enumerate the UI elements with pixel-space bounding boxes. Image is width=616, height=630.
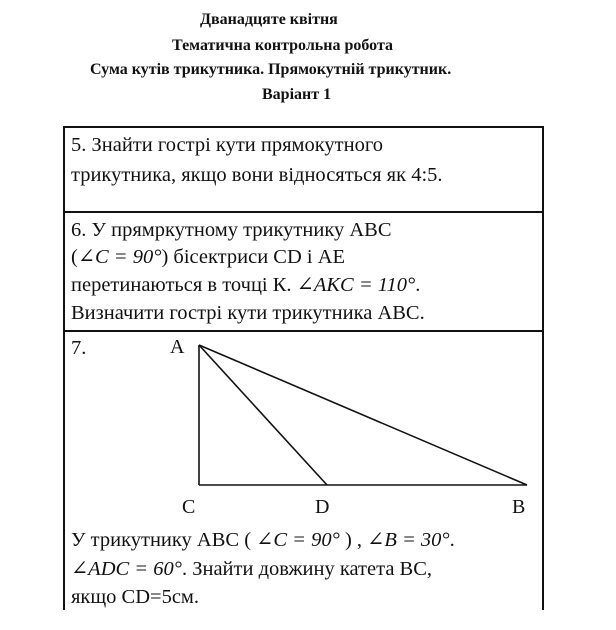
- task7-line1: [71, 526, 455, 554]
- task7-line2: [71, 555, 432, 583]
- segment-ad: [199, 345, 327, 485]
- task7-question-text: . Знайти довжину катета ВС,: [181, 558, 433, 580]
- task6-bisectors-text: ) бісектриси CD і AE: [161, 246, 346, 268]
- task6-intersection-text: перетинаються в точці К.: [71, 274, 292, 296]
- task7-line3: якщо CD=5см.: [71, 586, 200, 608]
- task7-close-paren: ) ,: [344, 529, 363, 551]
- task6-period: .: [415, 274, 421, 296]
- header-variant: Варіант 1: [262, 86, 332, 103]
- side-ab: [199, 345, 527, 485]
- task7-angle-adc: ∠ADC = 60°: [71, 558, 182, 580]
- vertex-label-c: C: [182, 496, 196, 518]
- header-work-title: Тематична контрольна робота: [172, 37, 394, 54]
- task7-angle-b: ∠B = 30°: [367, 529, 450, 551]
- task6-line4: Визначити гострі кути трикутника АВС.: [71, 302, 425, 324]
- task7-number: 7.: [71, 337, 87, 359]
- task6-line1: 6. У прямркутному трикутнику АВС: [71, 219, 392, 241]
- header-topic: Сума кутів трикутника. Прямокутній трикутник.: [90, 61, 452, 78]
- vertex-label-d: D: [315, 496, 330, 518]
- task6-angle-akc: ∠AKC = 110°: [296, 274, 416, 296]
- task5-line2: трикутника, якщо вони відносяться як 4:5.: [71, 164, 443, 186]
- task7-period: .: [449, 529, 455, 551]
- task5-line1: 5. Знайти гострі кути прямокутного: [71, 134, 383, 156]
- task7-angle-c: ∠C = 90°: [256, 529, 340, 551]
- task6-angle-c: ∠C = 90°: [77, 246, 162, 268]
- task7-intro-text: У трикутнику АВС (: [71, 529, 252, 551]
- vertex-label-b: B: [512, 496, 526, 518]
- task6-open-paren: (: [71, 246, 78, 268]
- header-date: Дванадцяте квітня: [200, 11, 338, 28]
- vertex-label-a: A: [170, 336, 185, 358]
